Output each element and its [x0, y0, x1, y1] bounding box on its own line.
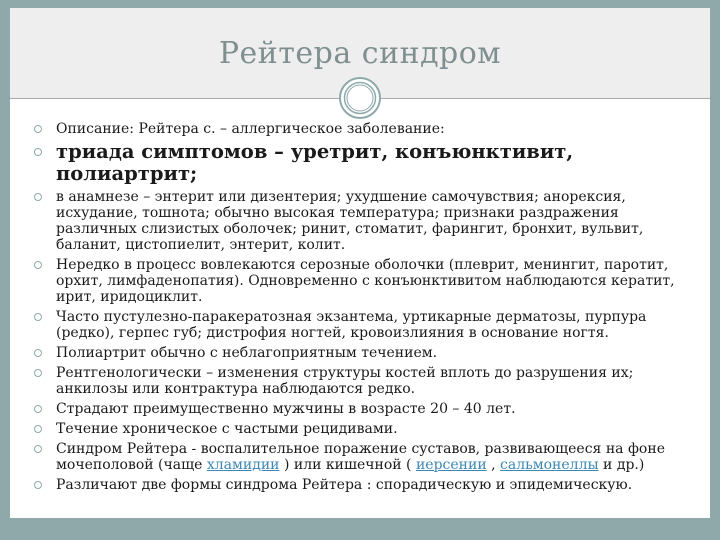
bullet-icon [34, 445, 42, 453]
slide-title: Рейтера синдром [218, 36, 502, 71]
list-item [30, 309, 700, 341]
slide-border-left [0, 0, 10, 540]
list-item [30, 421, 700, 437]
bullet-icon [34, 349, 42, 357]
bullet-icon [34, 313, 42, 321]
list-item [30, 477, 700, 493]
list-item-text: Описание: Рейтера с. – аллергическое заболевание: [56, 121, 445, 137]
slide-border-bottom [0, 518, 720, 540]
list-item-text: в анамнезе – энтерит или дизентерия; ухудшение самочувствия; анорексия, исхудание, тошнота; обычно высокая температура; признаки раздражения различных слизистых оболочек; ринит, стоматит, фарингит, бронхит, вульвит, баланит, цистопиелит, энтерит, колит. [56, 189, 644, 253]
circle-ornament-icon [338, 76, 382, 120]
list-item-text: триада симптомов – уретрит, конъюнктивит, полиартрит; [56, 140, 574, 185]
bullet-icon [34, 369, 42, 377]
link-chlamydia[interactable]: хламидии [206, 457, 280, 473]
list-item-text-part: и др.) [598, 457, 645, 473]
link-yersinia[interactable]: иерсении [415, 457, 487, 473]
bullet-icon [34, 405, 42, 413]
bullet-list [30, 121, 700, 497]
list-item [30, 141, 700, 185]
list-item [30, 401, 700, 417]
bullet-icon [34, 425, 42, 433]
list-item [30, 189, 700, 253]
list-item-text: Часто пустулезно-паракератозная экзантема, уртикарные дерматозы, пурпура (редко), герпес губ; дистрофия ногтей, кровоизлияния в основание ногтя. [56, 309, 647, 341]
list-item-text-part: , [486, 457, 501, 473]
list-item [30, 257, 700, 305]
bullet-icon [34, 481, 42, 489]
list-item-text: Различают две формы синдрома Рейтера : спорадическую и эпидемическую. [56, 477, 633, 493]
bullet-icon [34, 261, 42, 269]
bullet-icon [34, 125, 42, 133]
list-item [30, 345, 700, 361]
bullet-icon [34, 193, 42, 201]
slide-border-right [710, 0, 720, 540]
list-item-text: Рентгенологически – изменения структуры костей вплоть до разрушения их; анкилозы или контрактура наблюдаются редко. [56, 365, 634, 397]
list-item-text: Страдают преимущественно мужчины в возрасте 20 – 40 лет. [56, 401, 516, 417]
slide-border-top [0, 0, 720, 8]
list-item-text: Нередко в процесс вовлекаются серозные оболочки (плеврит, менингит, паротит, орхит, лимфаденопатия). Одновременно с конъюнктивитом наблюдаются кератит, ирит, иридоциклит. [56, 257, 675, 305]
link-salmonella[interactable]: сальмонеллы [500, 457, 599, 473]
list-item-text-part: ) или кишечной ( [279, 457, 416, 473]
list-item [30, 121, 700, 137]
bullet-icon [34, 148, 42, 156]
list-item-text: Течение хроническое с частыми рецидивами. [56, 421, 398, 437]
list-item-text-part: Синдром Рейтера - воспалительное поражение суставов, развивающееся на фоне мочеполовой (чаще [56, 441, 665, 473]
list-item [30, 441, 700, 473]
list-item-text: Полиартрит обычно с неблагоприятным течением. [56, 345, 438, 361]
list-item [30, 365, 700, 397]
